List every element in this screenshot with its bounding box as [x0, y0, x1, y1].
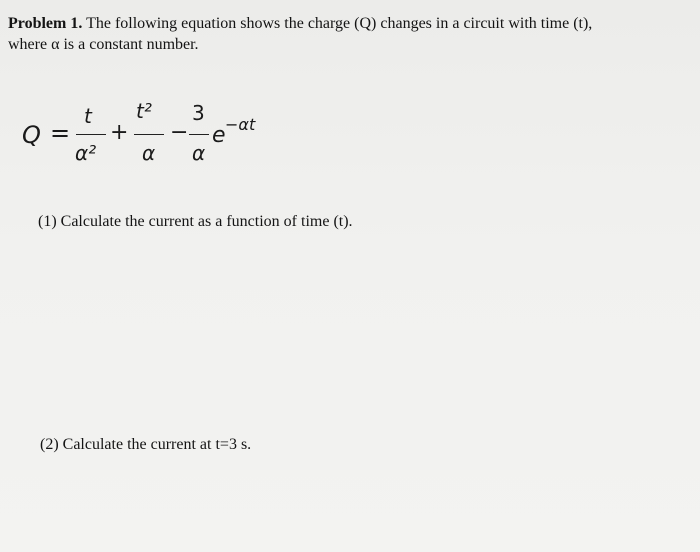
problem-statement-line-2: where α is a constant number. — [8, 36, 199, 53]
term1-denominator: α² — [75, 141, 97, 165]
question-2: (2) Calculate the current at t=3 s. — [40, 436, 252, 453]
term2-fraction-bar — [134, 134, 164, 135]
term1-numerator: t — [84, 104, 92, 128]
term3-numerator: 3 — [192, 101, 205, 125]
term2-denominator: α — [142, 141, 156, 165]
exponential-base: e — [212, 123, 226, 148]
term3-fraction-bar — [189, 134, 209, 135]
charge-equation — [0, 0, 700, 200]
question-1: (1) Calculate the current as a function of time (t). — [38, 213, 353, 230]
term1-fraction-bar — [76, 134, 106, 135]
equation-plus: + — [110, 120, 129, 145]
term2-numerator: t² — [136, 99, 152, 123]
equation-equals: = — [50, 119, 71, 147]
exponential-power: −αt — [225, 115, 256, 134]
problem-label: Problem 1. — [8, 15, 83, 32]
problem-statement-text: The following equation shows the charge (Q) changes in a circuit with time (t), — [82, 15, 593, 32]
equation-lhs: Q — [22, 121, 41, 149]
equation-minus: − — [170, 120, 189, 145]
term3-denominator: α — [192, 141, 206, 165]
